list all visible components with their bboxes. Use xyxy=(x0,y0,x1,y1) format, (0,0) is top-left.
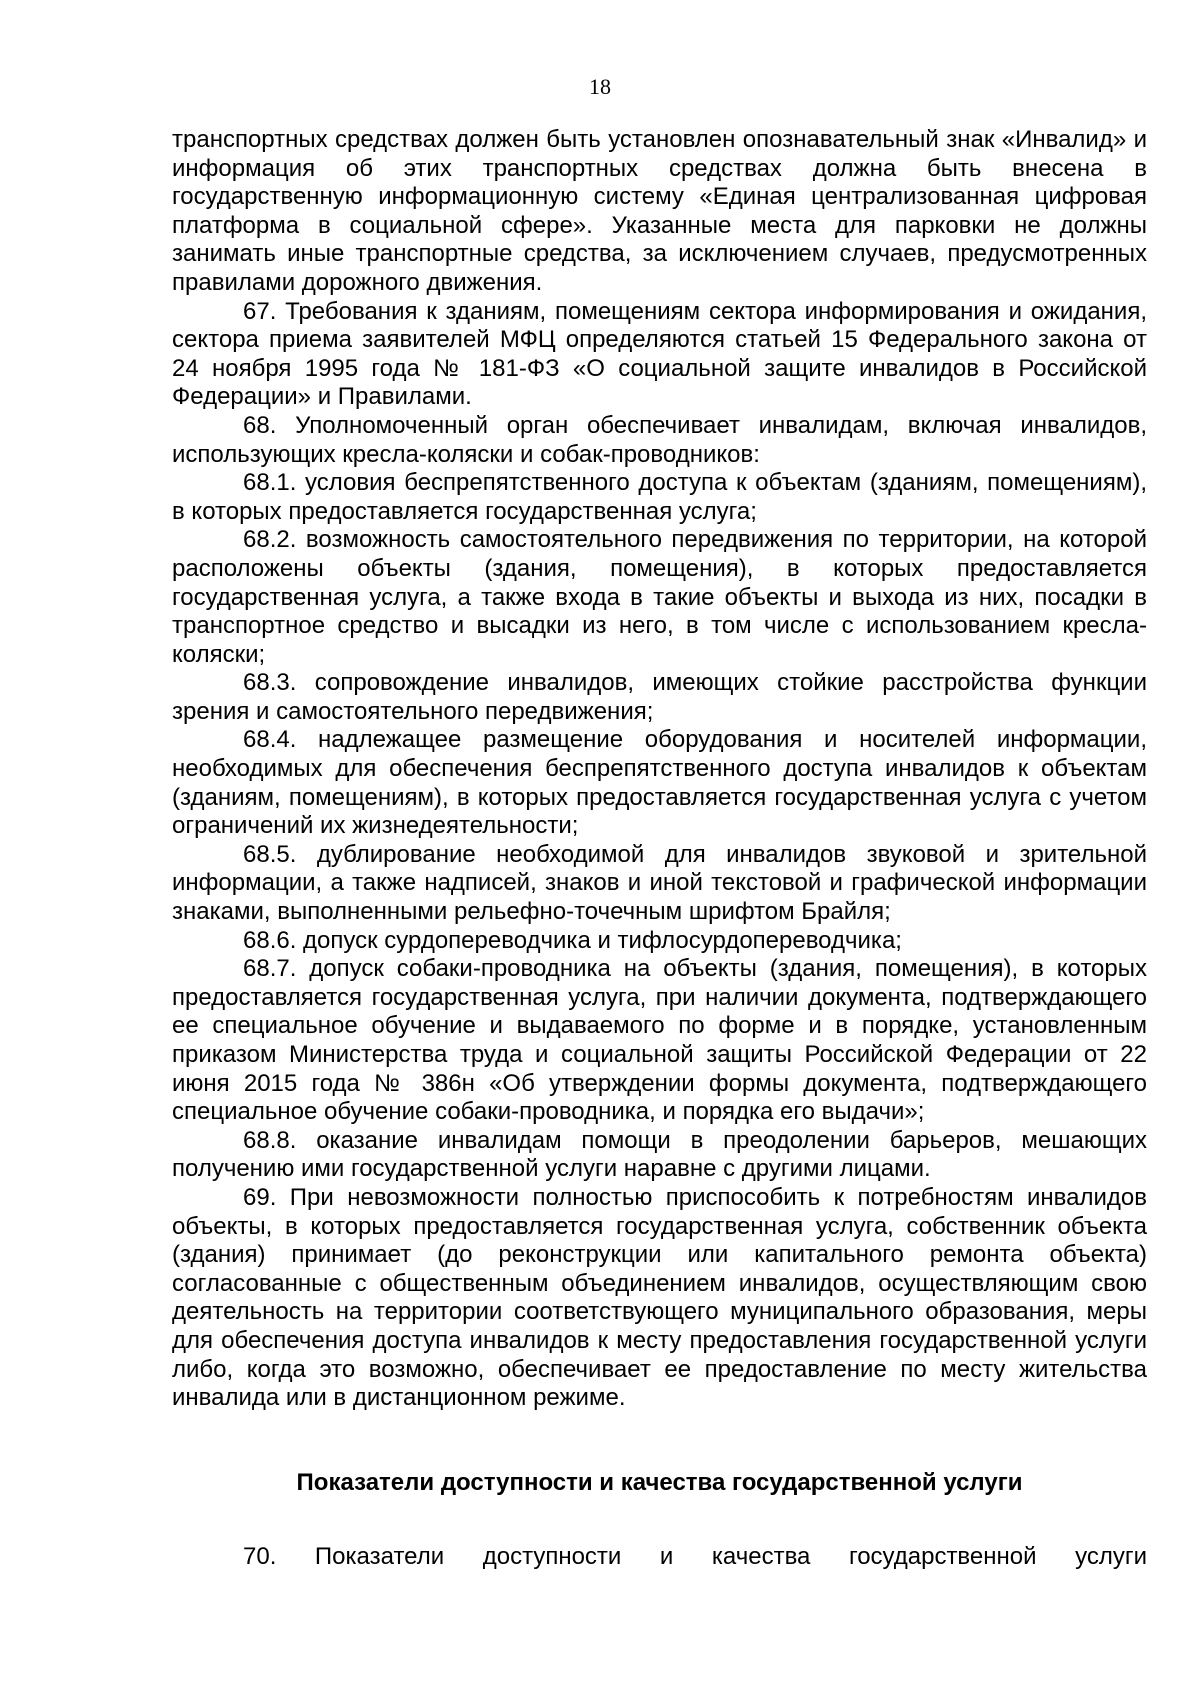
paragraph-68-6: 68.6. допуск сурдопереводчика и тифлосурдопереводчика; xyxy=(243,926,902,954)
paragraph-69: 69. При невозможности полностью приспособить к потребностям инвалидов объекты, в которых предоставляется государственная услуга, собственник объекта (здания) принимает (до реконструкции или капитального ремонта объекта) согласованные с общественным объединением инвалидов, осуществляющим свою деятельность на территории соответствующего муниципального образования, меры для обеспечения доступа инвалидов к месту предоставления государственной услуги либо, когда это возможно, обеспечивает ее предоставление по месту жительства инвалида или в дистанционном режиме. xyxy=(172,1183,1147,1412)
paragraph-68-7: 68.7. допуск собаки-проводника на объекты (здания, помещения), в которых предоставляется государственная услуга, при наличии документа, подтверждающего ее специальное обучение и выдаваемого по форме и в порядке, установленным приказом Министерства труда и социальной защиты Российской Федерации от 22 июня 2015 года № 386н «Об утверждении формы документа, подтверждающего специальное обучение собаки-проводника, и порядка его выдачи»; xyxy=(172,955,1147,1126)
paragraph-parking-continuation: транспортных средствах должен быть установлен опознавательный знак «Инвалид» и информация об этих транспортных средствах должна быть внесена в государственную информационную систему «Единая централизованная цифровая платформа в социальной сфере». Указанные места для парковки не должны занимать иные транспортные средства, за исключением случаев, предусмотренных правилами дорожного движения. xyxy=(172,126,1147,296)
page-number: 18 xyxy=(589,74,611,99)
section-heading: Показатели доступности и качества государственной услуги xyxy=(296,1469,1023,1496)
document-body xyxy=(172,126,1147,1413)
paragraph-68-2: 68.2. возможность самостоятельного передвижения по территории, на которой расположены объекты (здания, помещения), в которых предоставляется государственная услуга, а также входа в такие объекты и выхода из них, посадки в транспортное средство и высадки из него, в том числе с использованием кресла-коляски; xyxy=(172,526,1147,668)
paragraph-67: 67. Требования к зданиям, помещениям сектора информирования и ожидания, сектора приема заявителей МФЦ определяются статьей 15 Федерального закона от 24 ноября 1995 года № 181-ФЗ «О социальной защите инвалидов в Российской Федерации» и Правилами. xyxy=(172,297,1147,411)
paragraph-68: 68. Уполномоченный орган обеспечивает инвалидам, включая инвалидов, использующих кресла-коляски и собак-проводников: xyxy=(172,411,1147,468)
paragraph-68-5: 68.5. дублирование необходимой для инвалидов звуковой и зрительной информации, а также надписей, знаков и иной текстовой и графической информации знаками, выполненными рельефно-точечным шрифтом Брайля; xyxy=(172,840,1147,926)
paragraph-68-8: 68.8. оказание инвалидам помощи в преодолении барьеров, мешающих получению ими государственной услуги наравне с другими лицами. xyxy=(172,1126,1147,1183)
paragraph-70: 70. Показатели доступности и качества государственной услуги xyxy=(243,1543,1147,1570)
paragraph-68-1: 68.1. условия беспрепятственного доступа к объектам (зданиям, помещениям), в которых предоставляется государственная услуга; xyxy=(172,469,1147,525)
paragraph-68-4: 68.4. надлежащее размещение оборудования и носителей информации, необходимых для обеспечения беспрепятственного доступа инвалидов к объектам (зданиям, помещениям), в которых предоставляется государственная услуга с учетом ограничений их жизнедеятельности; xyxy=(172,726,1147,840)
paragraph-68-3: 68.3. сопровождение инвалидов, имеющих стойкие расстройства функции зрения и самостоятельного передвижения; xyxy=(172,669,1147,725)
